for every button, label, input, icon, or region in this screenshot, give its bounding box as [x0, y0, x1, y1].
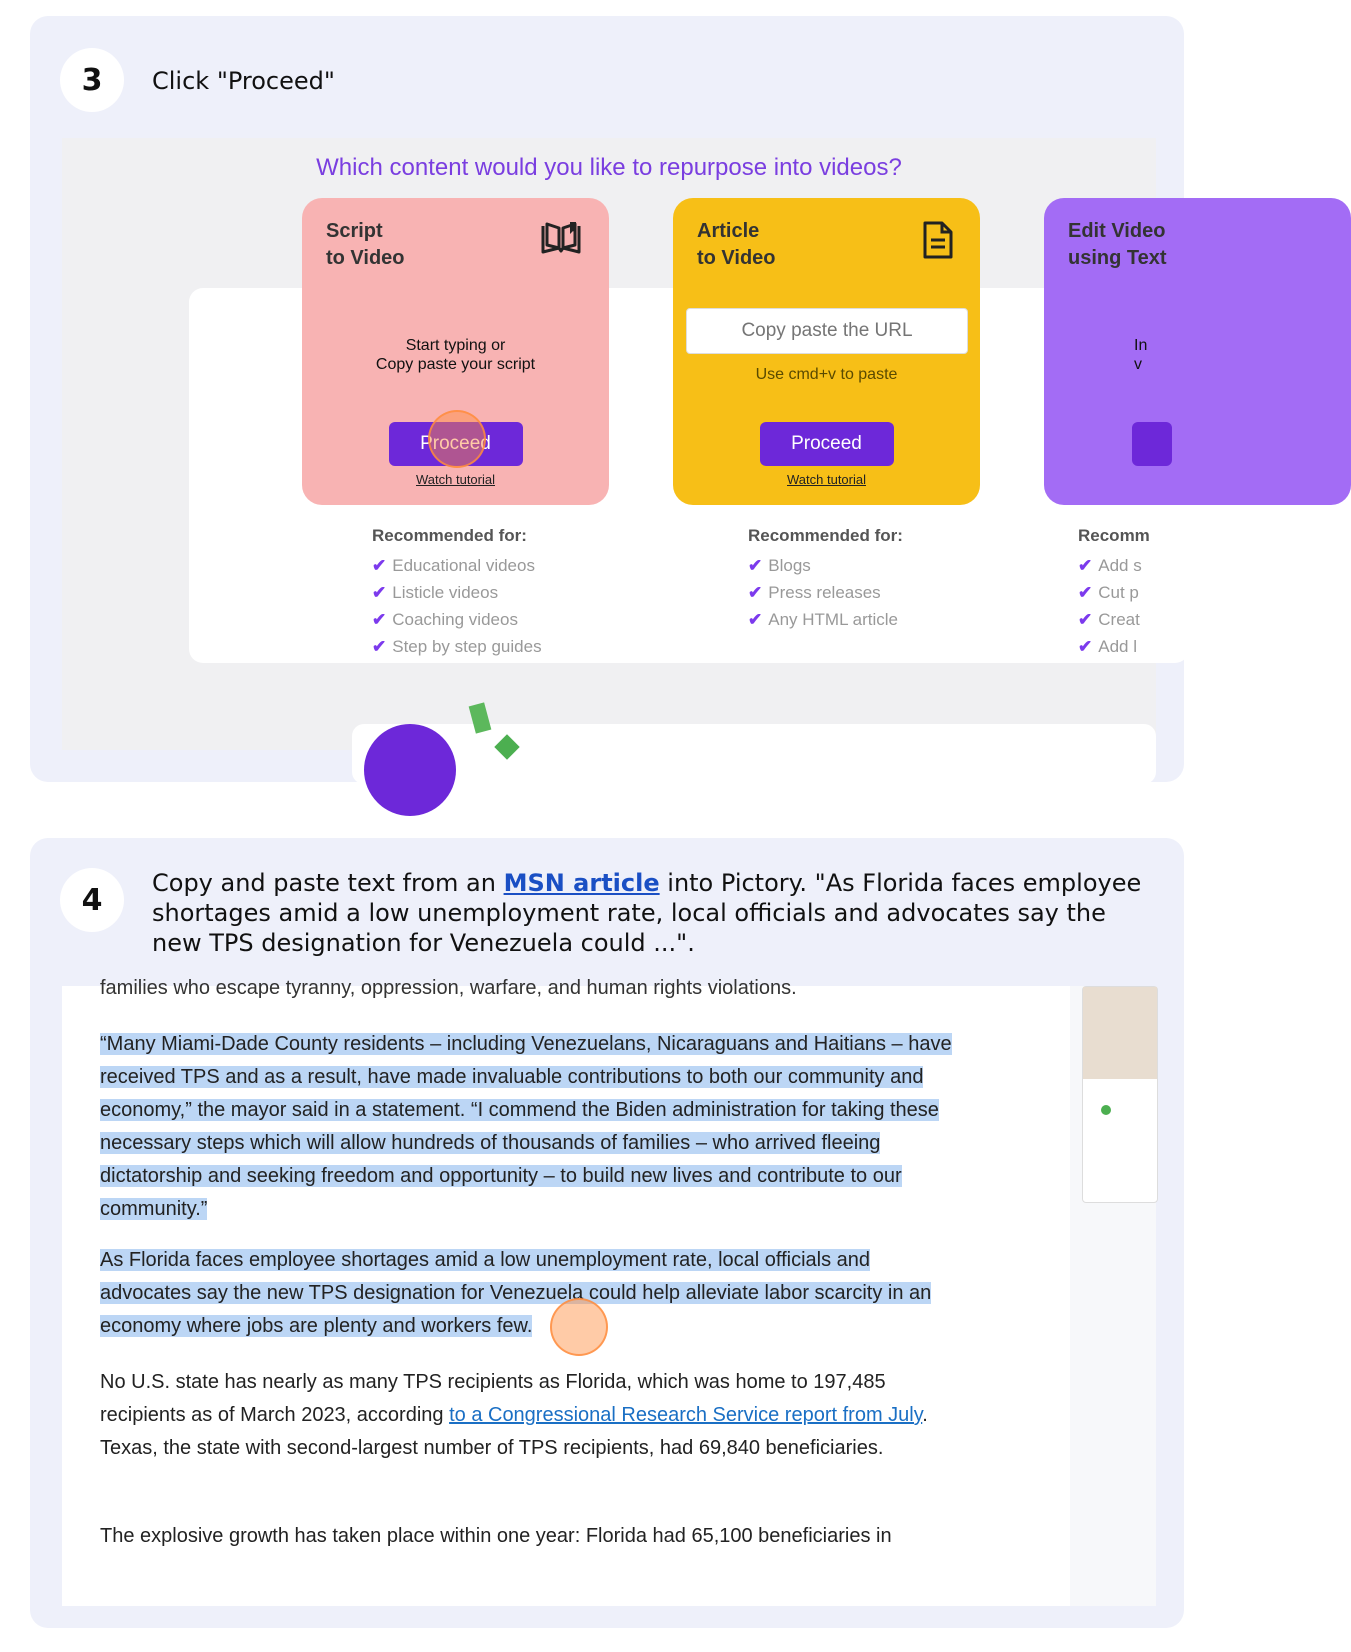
ad-logo-icon [1101, 1105, 1111, 1115]
ad-image [1083, 987, 1157, 1079]
click-indicator [550, 1298, 608, 1356]
list-item: ✔ Cut p [1078, 583, 1139, 602]
check-icon: ✔ [372, 610, 387, 629]
step-number: 4 [60, 868, 124, 932]
recommended-list-edit [1078, 526, 1150, 660]
check-icon: ✔ [1078, 556, 1093, 575]
check-icon: ✔ [748, 583, 763, 602]
article-paragraph: The explosive growth has taken place within one year: Florida had 65,100 beneficiaries in [100, 1525, 892, 1547]
list-item: ✔ Educational videos [372, 556, 535, 575]
step-3-card [30, 16, 1184, 782]
list-item: ✔ Listicle videos [372, 583, 499, 602]
article-paragraph: “Many Miami-Dade County residents – including Venezuelans, Nicaraguans and Haitians – have received TPS and as a result, have made invaluable contributions to both our community and economy,” the mayor said in a statement. “I commend the Biden administration for taking these necessary steps which will allow hundreds of thousands of families – who arrived fleeing dictatorship and seeking freedom and opportunity – to build new lives and contribute to our community.” [100, 1033, 952, 1220]
promo-banner [352, 724, 1156, 784]
recommended-list-script [372, 526, 542, 660]
tile-title: Article to Video [697, 220, 776, 269]
check-icon: ✔ [372, 556, 387, 575]
check-icon: ✔ [1078, 583, 1093, 602]
step-title: Click "Proceed" [152, 67, 335, 95]
step-4-screenshot [62, 977, 1156, 1606]
article-paragraph: No U.S. state has nearly as many TPS recipients as Florida, which was home to 197,485 recipients as of March 2023, according to a Congressional Research Service report from July. Texas, the state with second-largest number of TPS recipients, had 69,840 beneficiaries. [100, 1371, 928, 1459]
list-item: ✔ Blogs [748, 556, 811, 575]
recommended-title: Recommended for: [372, 526, 527, 545]
check-icon: ✔ [1078, 610, 1093, 629]
check-icon: ✔ [748, 610, 763, 629]
tile-description: Start typing or Copy paste your script [375, 337, 536, 373]
list-item: ✔ Step by step guides [372, 637, 542, 656]
recommended-list-article [748, 526, 903, 633]
document-icon [922, 220, 954, 264]
list-item: ✔ Add s [1078, 556, 1142, 575]
watch-tutorial-link[interactable]: Watch tutorial [416, 472, 495, 487]
mascot-icon [364, 724, 456, 816]
msn-article-link[interactable]: MSN article [503, 869, 660, 897]
paste-hint: Use cmd+v to paste [755, 366, 898, 383]
recommended-title: Recomm [1078, 526, 1150, 545]
check-icon: ✔ [748, 556, 763, 575]
article-cut-line: families who escape tyranny, oppression, warfare, and human rights violations. [100, 977, 797, 999]
edit-video-using-text-tile[interactable] [1044, 198, 1351, 505]
article-to-video-tile[interactable] [673, 198, 980, 505]
tile-title: Edit Video using Text [1068, 220, 1167, 269]
click-indicator [428, 410, 486, 468]
step-3-screenshot [62, 138, 1167, 750]
proceed-button[interactable]: Proceed [389, 422, 523, 466]
tile-title: Script to Video [326, 220, 405, 269]
content-question-heading: Which content would you like to repurpose into videos? [316, 154, 902, 181]
list-item: ✔ Coaching videos [372, 610, 518, 629]
list-item: ✔ Any HTML article [748, 610, 898, 629]
tile-description: In v [1134, 337, 1148, 373]
watch-tutorial-link[interactable]: Watch tutorial [787, 472, 866, 487]
step-title: Copy and paste text from an MSN article into Pictory. "As Florida faces employee shortages amid a low unemployment rate, local officials and advocates say the new TPS designation for Venezuela could ...". [152, 869, 1142, 957]
recommended-title: Recommended for: [748, 526, 903, 545]
script-to-video-tile[interactable] [302, 198, 609, 505]
proceed-button[interactable] [1132, 422, 1172, 466]
proceed-button[interactable]: Proceed [760, 422, 894, 466]
article-body [62, 977, 1070, 1606]
step-4-card [30, 838, 1184, 1628]
check-icon: ✔ [372, 637, 387, 656]
list-item: ✔ Press releases [748, 583, 881, 602]
list-item: ✔ Creat [1078, 610, 1140, 629]
side-ad-card[interactable] [1082, 986, 1158, 1203]
congressional-report-link[interactable]: to a Congressional Research Service report from July [449, 1404, 923, 1426]
check-icon: ✔ [1078, 637, 1093, 656]
article-paragraph: As Florida faces employee shortages amid a low unemployment rate, local officials and advocates say the new TPS designation for Venezuela could help alleviate labor scarcity in an economy where jobs are plenty and workers few. [100, 1249, 932, 1337]
book-icon [539, 220, 583, 260]
list-item: ✔ Add l [1078, 637, 1137, 656]
step-number: 3 [60, 48, 124, 112]
url-input[interactable] [686, 308, 968, 354]
check-icon: ✔ [372, 583, 387, 602]
